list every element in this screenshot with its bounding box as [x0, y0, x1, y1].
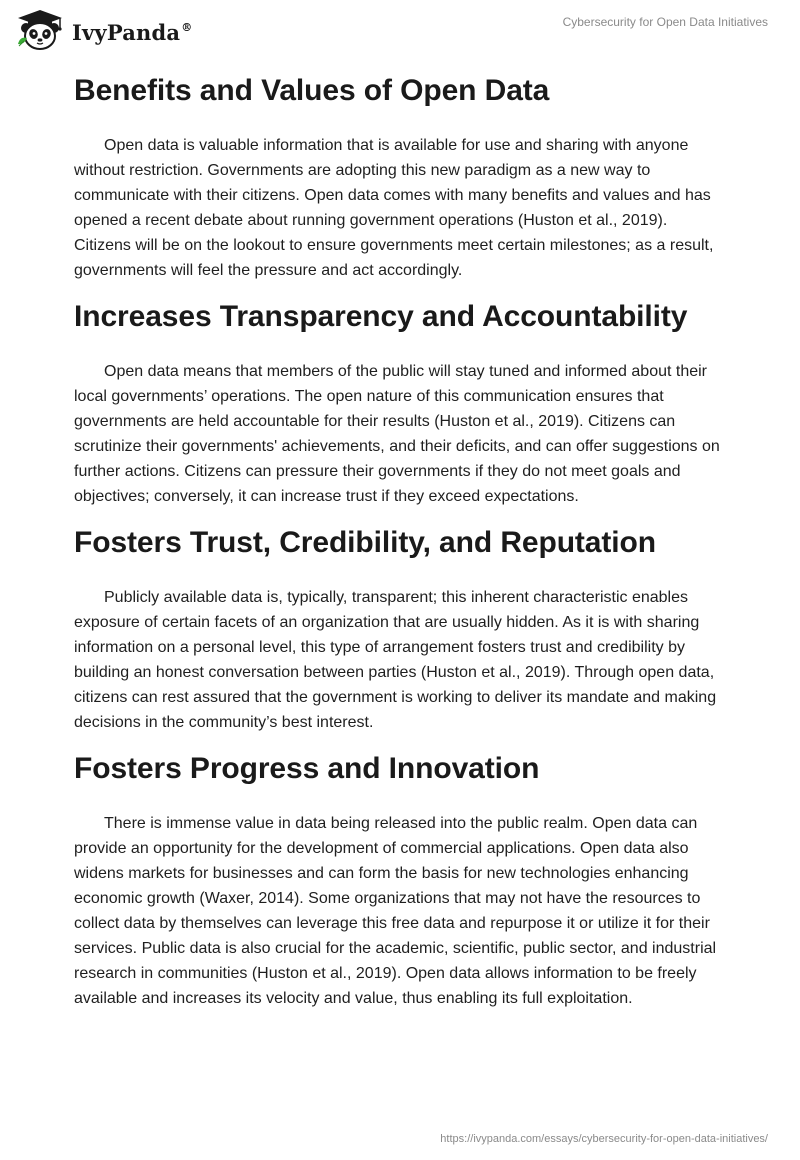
section-paragraph: Open data means that members of the public will stay tuned and informed about their local governments’ operations. The open nature of this communication ensures that governments are held accountable for their results (Huston et al., 2019). Citizens can scrutinize their governments' achievements, and their deficits, and can offer suggestions on further actions. Citizens can pressure their governments if they do not meet goals and objectives; conversely, it can increase trust if they exceed expectations.	[74, 363, 720, 505]
section-heading: Fosters Progress and Innovation	[74, 752, 540, 785]
section-innovation	[74, 748, 726, 1011]
section-paragraph: There is immense value in data being released into the public realm. Open data can provide an opportunity for the development of commercial applications. Open data also widens markets for businesses and can form the basis for new technologies enhancing economic growth (Waxer, 2014). Some organizations that may not have the resources to collect data by themselves can leverage this free data and repurpose it or utilize it for their services. Public data is also crucial for the academic, scientific, public sector, and industrial research in communities (Huston et al., 2019). Open data allows information to be freely available and increases its velocity and value, thus enabling its full exploitation.	[74, 815, 717, 1007]
section-heading: Fosters Trust, Credibility, and Reputation	[74, 526, 656, 559]
section-heading: Benefits and Values of Open Data	[74, 74, 550, 107]
brand-name: IvyPanda®	[72, 19, 193, 45]
registered-mark: ®	[181, 20, 193, 34]
section-benefits	[74, 70, 726, 283]
ivypanda-logo[interactable]	[14, 8, 192, 52]
section-heading: Increases Transparency and Accountability	[74, 300, 688, 333]
page-header	[0, 0, 800, 62]
section-transparency	[74, 296, 726, 509]
section-paragraph: Publicly available data is, typically, transparent; this inherent characteristic enables exposure of certain facets of an organization that are usually hidden. As it is with sharing information on a personal level, this type of arrangement fosters trust and credibility by building an honest conversation between parties (Huston et al., 2019). Through open data, citizens can rest assured that the government is working to deliver its mandate and making decisions in the community’s best interest.	[74, 589, 717, 731]
panda-graduation-cap-icon	[14, 8, 66, 52]
section-paragraph: Open data is valuable information that is available for use and sharing with anyone without restriction. Governments are adopting this new paradigm as a new way to communicate with their citizens. Open data comes with many benefits and values and has opened a recent debate about running government operations (Huston et al., 2019). Citizens will be on the lookout to ensure governments meet certain milestones; as a result, governments will feel the pressure and act accordingly.	[74, 137, 714, 279]
source-url-link[interactable]: https://ivypanda.com/essays/cybersecurity-for-open-data-initiatives/	[440, 1133, 768, 1145]
section-trust	[74, 522, 726, 735]
document-title: Cybersecurity for Open Data Initiatives	[562, 15, 768, 29]
essay-body	[74, 70, 726, 1011]
